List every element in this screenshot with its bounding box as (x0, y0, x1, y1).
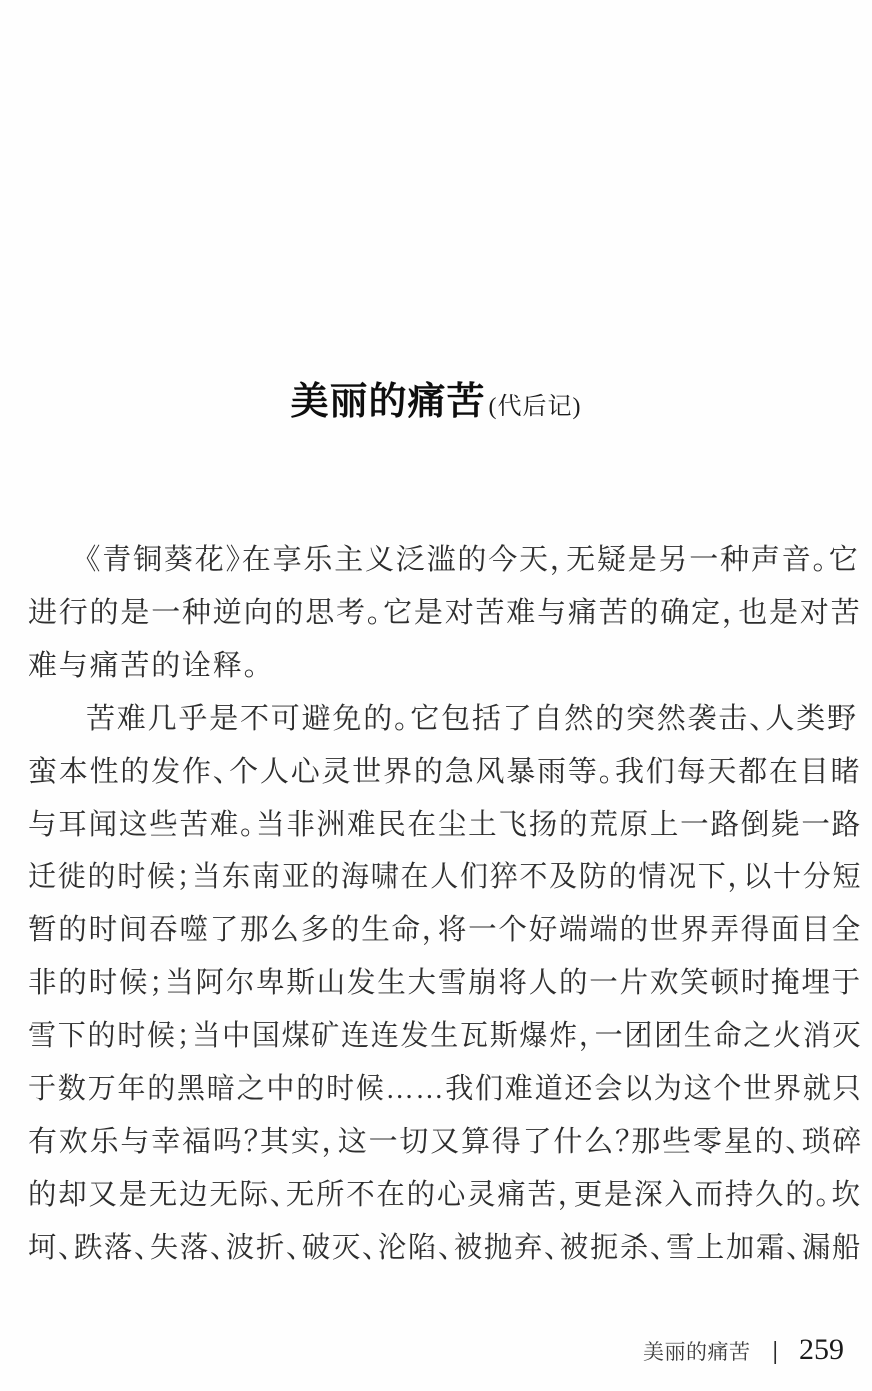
text-line: 蛮本性的发作、个人心灵世界的急风暴雨等。我们每天都在目睹 (28, 755, 862, 788)
text-line: 的却又是无边无际、无所不在的心灵痛苦，更是深入而持久的。坎 (28, 1178, 862, 1211)
page-footer (643, 1333, 844, 1367)
chapter-title-main: 美丽的痛苦 (290, 381, 486, 423)
footer-chapter-title: 美丽的痛苦 (643, 1340, 751, 1364)
text-line: 进行的是一种逆向的思考。它是对苦难与痛苦的确定，也是对苦 (28, 596, 862, 629)
text-line: 苦难几乎是不可避免的。它包括了自然的突然袭击、人类野 (86, 702, 858, 735)
text-line: 迁徙的时候；当东南亚的海啸在人们猝不及防的情况下，以十分短 (28, 861, 863, 894)
text-line: 难与痛苦的诠释。 (28, 649, 260, 682)
text-line: 于数万年的黑暗之中的时候……我们难道还会以为这个世界就只 (28, 1073, 863, 1106)
text-line: 与耳闻这些苦难。当非洲难民在尘土飞扬的荒原上一路倒毙一路 (28, 808, 862, 841)
footer-separator-icon: | (772, 1337, 778, 1365)
text-line: 雪下的时候；当中国煤矿连连发生瓦斯爆炸，一团团生命之火消灭 (28, 1020, 863, 1053)
chapter-title-suffix: (代后记) (488, 394, 582, 420)
text-line: 《青铜葵花》在享乐主义泛滥的今天，无疑是另一种声音。它 (86, 544, 860, 576)
text-line: 暂的时间吞噬了那么多的生命，将一个好端端的世界弄得面目全 (28, 914, 862, 947)
text-line: 非的时候；当阿尔卑斯山发生大雪崩将人的一片欢笑顿时掩埋于 (28, 967, 862, 1000)
footer-page-number: 259 (799, 1333, 844, 1366)
text-line: 有欢乐与幸福吗？其实，这一切又算得了什么？那些零星的、琐碎 (28, 1125, 864, 1158)
text-line: 坷、跌落、失落、波折、破灭、沦陷、被抛弃、被扼杀、雪上加霜、漏船 (28, 1231, 863, 1264)
body-text (28, 534, 862, 1275)
chapter-title (0, 380, 872, 424)
